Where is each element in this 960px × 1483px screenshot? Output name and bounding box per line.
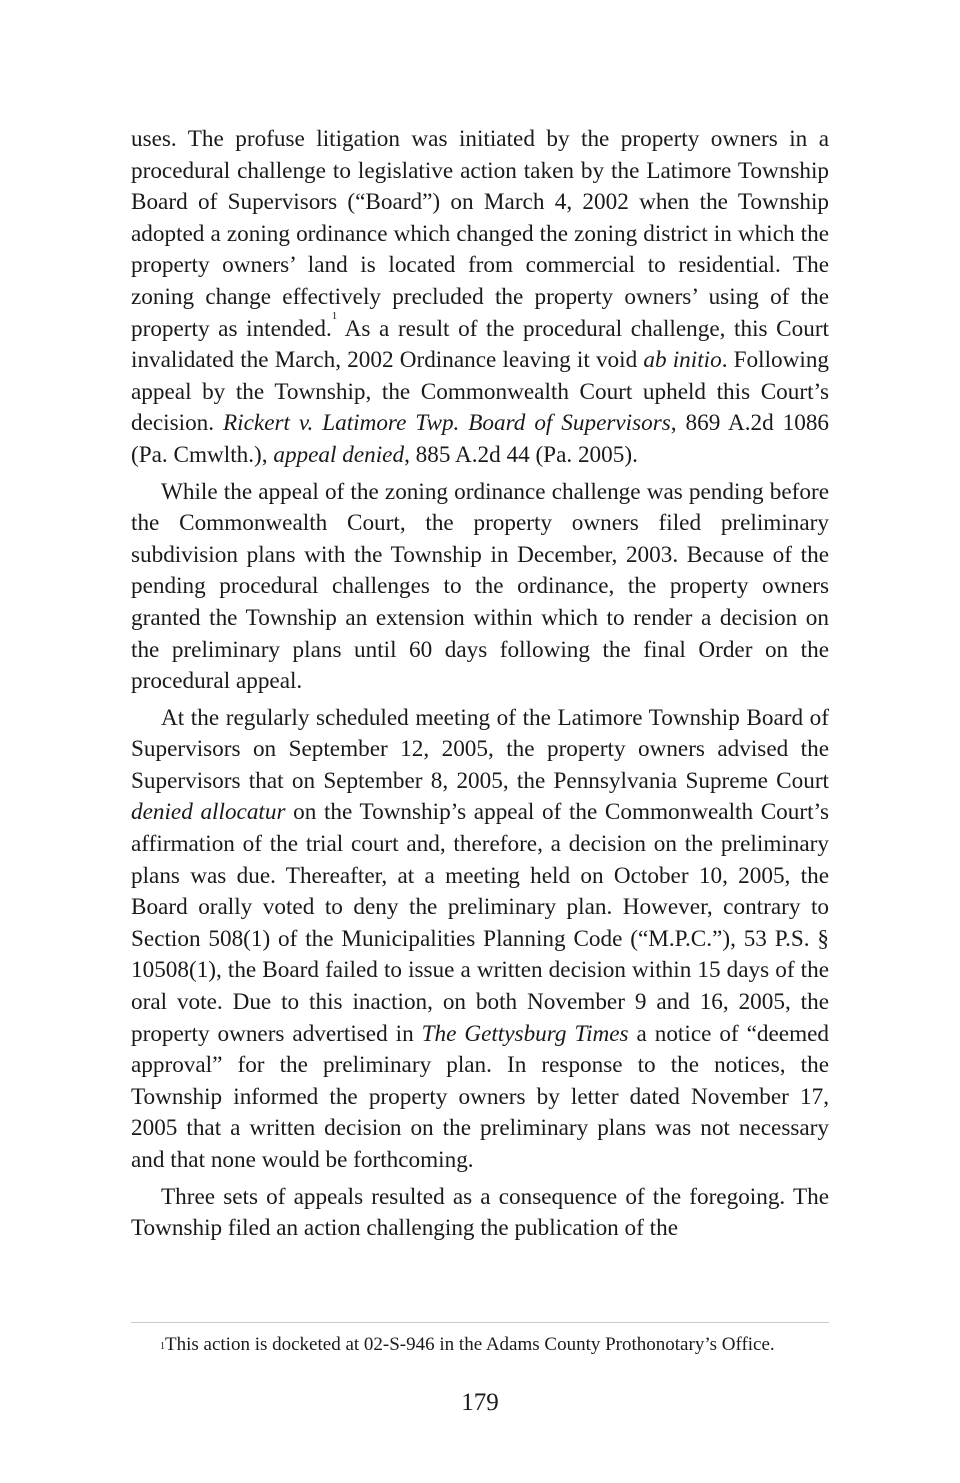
text-run: , 869 A.2d 1086 (Pa. Cmwlth.), xyxy=(131,410,830,468)
footnote-text: This action is docketed at 02-S-946 in the Adams County Prothonotary’s Office. xyxy=(165,1334,775,1355)
page-body xyxy=(131,124,829,1250)
text-run: . Following appeal by the Township, the Commonwealth Court upheld this Court’s decision. xyxy=(131,347,830,437)
italic-text: denied allocatur xyxy=(131,799,286,826)
paragraph-4 xyxy=(131,1182,829,1245)
footnote-divider xyxy=(131,1322,829,1323)
text-run: At the regularly scheduled meeting of the Latimore Township Board of Supervisors on September 12, 2005, the property owners advised the Supervisors that on September 8, 2005, the Pennsylvania Supreme Court xyxy=(131,704,829,794)
footnote-marker: 1 xyxy=(160,1341,165,1352)
italic-text: ab initio xyxy=(643,347,722,374)
text-run: on the Township’s appeal of the Commonwealth Court’s affirmation of the trial court and, therefore, a decision on the preliminary plans was due. Thereafter, at a meeting held on October 10, 2005, the Board orally voted to deny the preliminary plan. However, contrary to Section 508(1) of the Municipalities Planning Code (“M.P.C.”), 53 P.S. § 10508(1), the Board failed to issue a written decision within 15 days of the oral vote. Due to this inaction, on both November 9 and 16, 2005, the property owners advertised in xyxy=(131,799,829,1047)
page-number: 179 xyxy=(461,1389,499,1416)
footnote-reference: 1 xyxy=(331,309,338,322)
italic-text: Rickert v. Latimore Twp. Board of Supervisors xyxy=(223,410,671,437)
paragraph-3 xyxy=(131,703,829,1177)
text-run: a notice of “deemed approval” for the preliminary plan. In response to the notices, the Township informed the property owners by letter dated November 17, 2005 that a written decision on the preliminary plans was not necessary and that none would be forthcoming. xyxy=(131,1020,829,1173)
text-run: Three sets of appeals resulted as a consequence of the foregoing. The Township filed an action challenging the publication of the xyxy=(131,1183,829,1242)
main-text xyxy=(131,124,829,1245)
italic-text: appeal denied xyxy=(273,441,405,468)
footnote xyxy=(160,1332,840,1358)
text-run: uses. The profuse litigation was initiated by the property owners in a procedural challenge to legislative action taken by the Latimore Township Board of Supervisors (“Board”) on March 4, 2002 when the Township adopted a zoning ordinance which changed the zoning district in which the property owners’ land is located from commercial to residential. The zoning change effectively precluded the property owners’ using of the property as intended. xyxy=(131,126,829,342)
italic-text: The Gettysburg Times xyxy=(421,1020,629,1047)
paragraph-2 xyxy=(131,477,829,698)
text-run: While the appeal of the zoning ordinance challenge was pending before the Commonwealth Court, the property owners filed preliminary subdivision plans with the Township in December, 2003. Because of the pending procedural challenges to the ordinance, the property owners granted the Township an extension within which to render a decision on the preliminary plans until 60 days following the final Order on the procedural appeal. xyxy=(131,478,829,695)
paragraph-1 xyxy=(131,124,829,472)
text-run: As a result of the procedural challenge, this Court invalidated the March, 2002 Ordinance leaving it void xyxy=(131,315,829,374)
text-run: , 885 A.2d 44 (Pa. 2005). xyxy=(404,441,638,468)
